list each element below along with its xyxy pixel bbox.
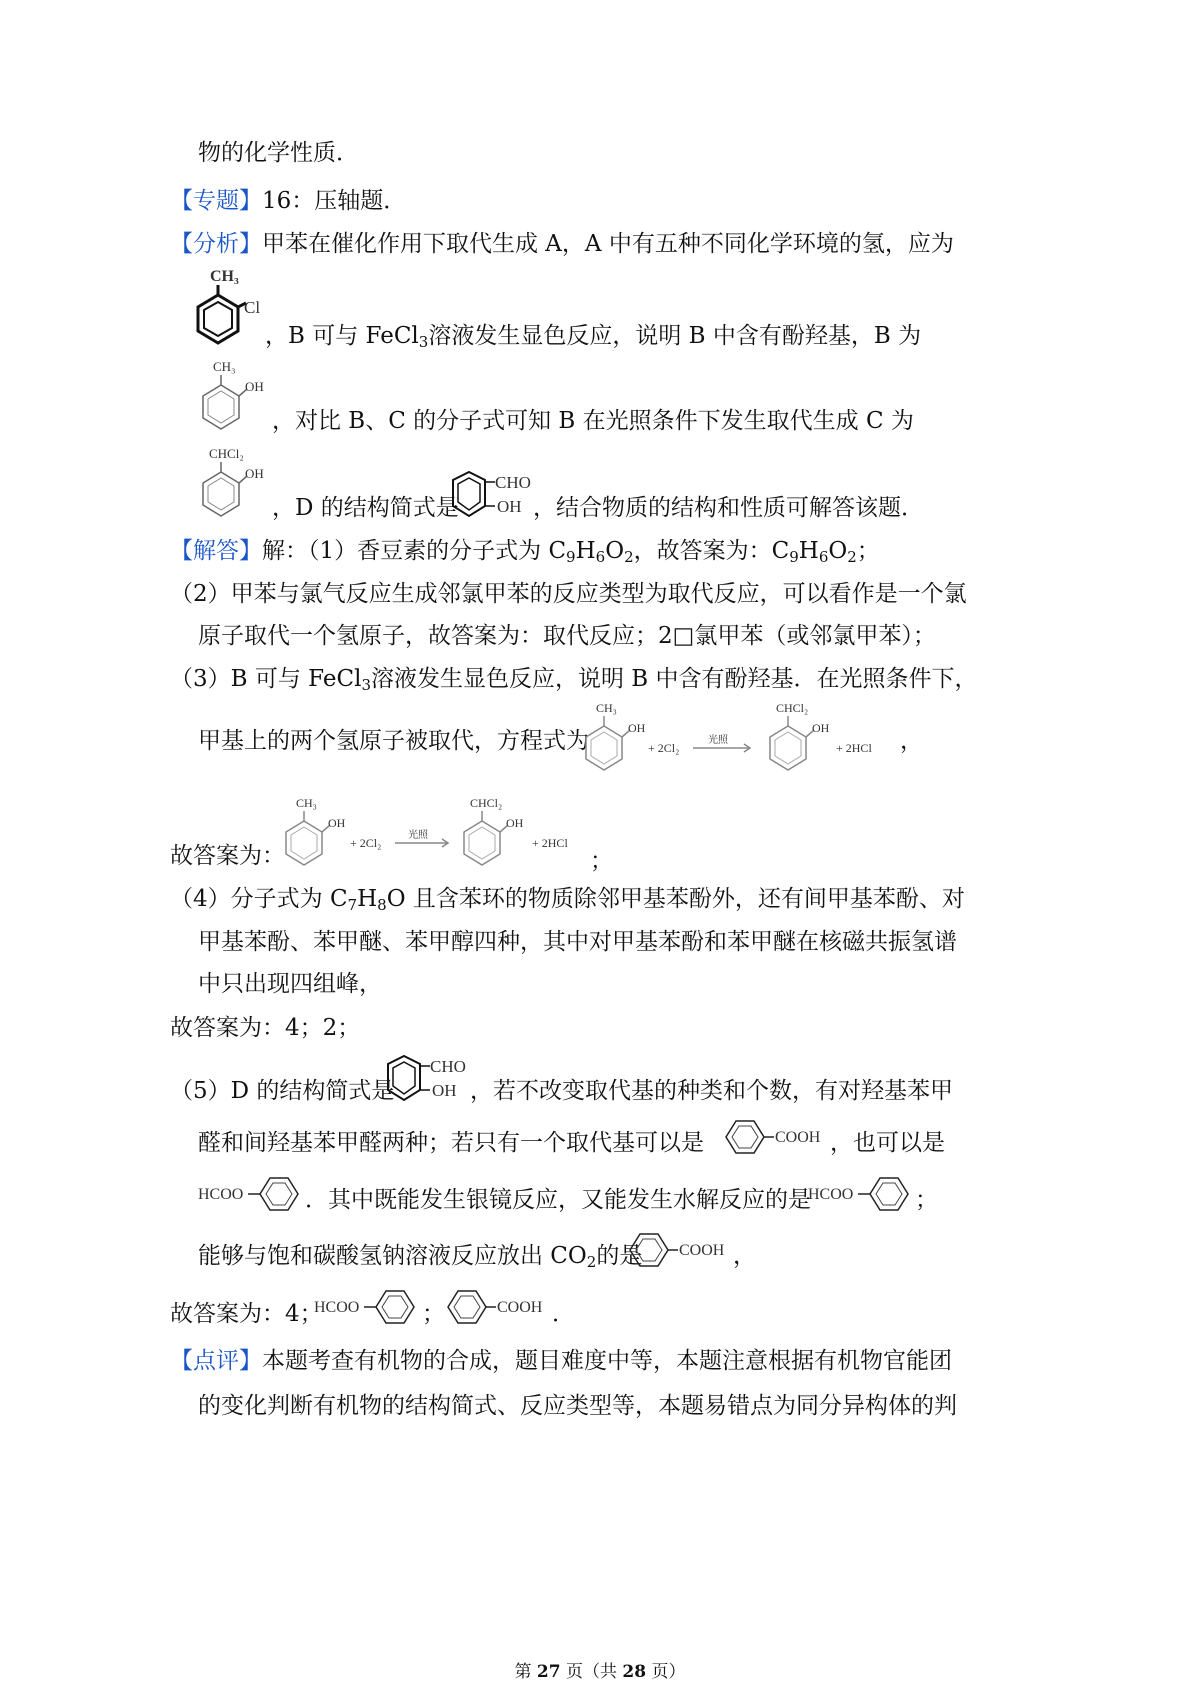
svg-text:COOH: COOH — [679, 1242, 725, 1259]
section-tag: 【分析】 — [170, 231, 262, 257]
svg-text:CHCl₂: CHCl₂ — [209, 446, 244, 461]
benzoic-acid-image — [718, 1115, 833, 1159]
text-line: 故答案为： — [170, 843, 285, 869]
svg-text:光照: 光照 — [708, 735, 728, 746]
svg-text:CHCl₂: CHCl₂ — [470, 796, 503, 810]
text-line: ，对比 B、C 的分子式可知 B 在光照条件下发生取代生成 C 为 — [272, 408, 914, 434]
text-line: ， — [733, 1243, 756, 1269]
svg-text:OH: OH — [628, 721, 646, 735]
text-line: 【专题】16：压轴题． — [170, 188, 407, 214]
svg-text:COOH: COOH — [497, 1299, 543, 1316]
svg-text:OH: OH — [245, 466, 264, 481]
text-line: （3）B 可与 FeCl$_3$溶液发生显色反应，说明 B 中含有酚羟基．在光照条件下， — [170, 666, 978, 694]
svg-text:HCOO: HCOO — [808, 1186, 854, 1203]
text-line: 醛和间羟基苯甲醛两种；若只有一个取代基可以是 — [198, 1130, 704, 1156]
structure-a-image — [188, 265, 268, 345]
svg-text:OH: OH — [245, 379, 264, 394]
text-line: 【分析】甲苯在催化作用下取代生成 A，A 中有五种不同化学环境的氢，应为 — [170, 231, 954, 257]
phenyl-formate-image — [806, 1172, 921, 1216]
section-tag: 【专题】 — [170, 188, 262, 214]
benzoic-acid-image — [622, 1228, 737, 1272]
text-line: ； — [915, 1187, 938, 1213]
svg-text:CHO: CHO — [430, 1057, 466, 1076]
svg-text:+ 2Cl₂: + 2Cl₂ — [648, 741, 680, 755]
svg-text:Cl: Cl — [244, 298, 261, 317]
text-line: ，D 的结构简式是 — [272, 495, 459, 521]
text-line: （2）甲苯与氯气反应生成邻氯甲苯的反应类型为取代反应，可以看作是一个氯 — [170, 581, 967, 607]
section-tag: 【解答】 — [170, 538, 262, 564]
svg-text:CH₃: CH₃ — [296, 796, 317, 810]
text-line: 甲基上的两个氢原子被取代，方程式为 — [198, 728, 589, 754]
svg-text:CH₃: CH₃ — [210, 268, 239, 285]
text-line: ，B 可与 FeCl$_3$溶液发生显色反应，说明 B 中含有酚羟基，B 为 — [265, 323, 922, 351]
svg-text:+ 2HCl: + 2HCl — [532, 836, 568, 850]
text-line: ． — [552, 1301, 575, 1327]
text-line: 甲基苯酚、苯甲醚、苯甲醇四种，其中对甲基苯酚和苯甲醚在核磁共振氢谱 — [198, 929, 957, 955]
svg-text:HCOO: HCOO — [198, 1186, 244, 1203]
svg-text:OH: OH — [328, 816, 346, 830]
text-line: 故答案为：4； — [170, 1301, 323, 1327]
structure-d-image — [382, 1050, 477, 1108]
svg-text:OH: OH — [432, 1081, 457, 1100]
svg-text:+ 2HCl: + 2HCl — [836, 741, 872, 755]
svg-text:OH: OH — [506, 816, 524, 830]
text-line: ，也可以是 — [830, 1130, 945, 1156]
text-line: （5）D 的结构简式是 — [170, 1078, 395, 1104]
phenyl-formate-image — [312, 1285, 427, 1329]
section-tag: 【点评】 — [170, 1348, 262, 1374]
text-line: 【解答】解：（1）香豆素的分子式为 $C_9H_6O_2$，故答案为：$C_9H_6O_2$； — [170, 538, 880, 566]
structure-d-image — [447, 466, 542, 524]
svg-text:CH₃: CH₃ — [213, 359, 236, 374]
text-line: ， — [900, 728, 923, 754]
svg-text:CH₃: CH₃ — [596, 701, 617, 715]
text-line: ．其中既能发生银镜反应，又能发生水解反应的是 — [305, 1187, 811, 1213]
svg-text:COOH: COOH — [775, 1129, 821, 1146]
text-line: 中只出现四组峰， — [198, 971, 382, 997]
text-line: （4）分子式为 $C_7H_8O$ 且含苯环的物质除邻甲基苯酚外，还有间甲基苯酚、对 — [170, 886, 965, 914]
svg-text:OH: OH — [812, 721, 830, 735]
text-line: ，结合物质的结构和性质可解答该题． — [533, 495, 924, 521]
text-line: 能够与饱和碳酸氢钠溶液反应放出 $CO_2$的是 — [198, 1243, 643, 1271]
text-line: 【点评】本题考查有机物的合成，题目难度中等，本题注意根据有机物官能团 — [170, 1348, 952, 1374]
text-line: ； — [590, 848, 613, 874]
svg-text:HCOO: HCOO — [314, 1299, 360, 1316]
text-line: 物的化学性质． — [198, 140, 359, 166]
svg-text:+ 2Cl₂: + 2Cl₂ — [350, 836, 382, 850]
text-line: ； — [422, 1301, 445, 1327]
phenyl-formate-image — [196, 1172, 311, 1216]
text-line: 原子取代一个氢原子，故答案为：取代反应；2□氯甲苯（或邻氯甲苯）； — [198, 623, 936, 649]
text-line: 的变化判断有机物的结构简式、反应类型等，本题易错点为同分异构体的判 — [198, 1393, 957, 1419]
text-line: 故答案为：4；2； — [170, 1015, 361, 1041]
benzoic-acid-image — [440, 1285, 560, 1329]
structure-b-image — [195, 357, 275, 437]
equation-image — [578, 700, 898, 780]
text-line: ，若不改变取代基的种类和个数，有对羟基苯甲 — [470, 1078, 953, 1104]
svg-text:光照: 光照 — [408, 830, 428, 841]
svg-text:CHO: CHO — [495, 473, 531, 492]
page-number: 27 — [536, 1662, 561, 1682]
page-footer: 第 27 页（共 28 页） — [514, 1662, 686, 1682]
svg-text:CHCl₂: CHCl₂ — [776, 701, 809, 715]
equation-image — [270, 795, 590, 875]
total-pages: 28 — [622, 1662, 647, 1682]
structure-c-image — [195, 445, 280, 525]
svg-text:OH: OH — [497, 497, 522, 516]
